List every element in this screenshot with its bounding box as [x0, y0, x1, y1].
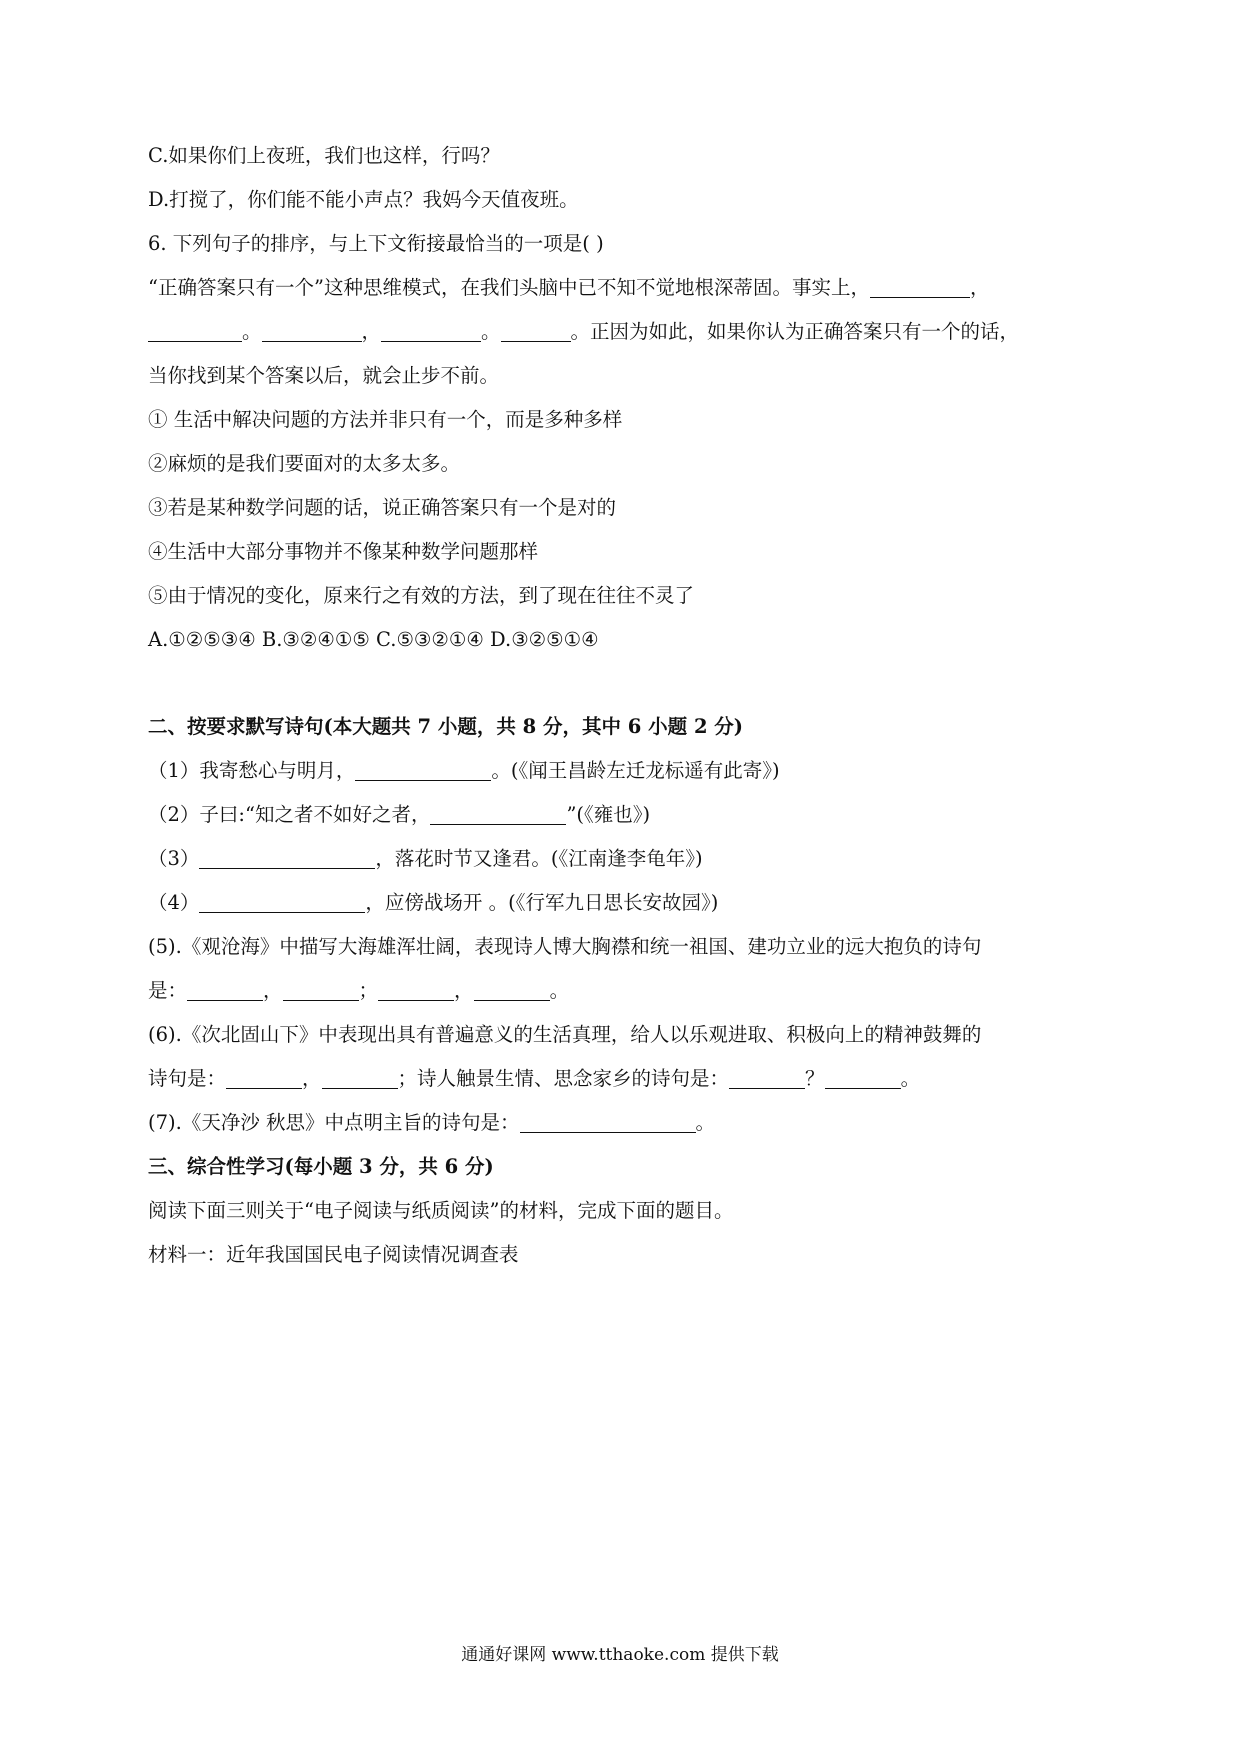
answer-blank[interactable] [474, 980, 550, 1001]
poem-q5-line-1: (5).《观沧海》中描写大海雄浑壮阔，表现诗人博大胸襟和统一祖国、建功立业的远大抱负的诗句 [148, 935, 982, 958]
q6-item-4: ④生活中大部分事物并不像某种数学问题那样 [148, 540, 539, 563]
q6-item-1: ① 生活中解决问题的方法并非只有一个，而是多种多样 [148, 408, 623, 431]
q6-passage-line-1: “正确答案只有一个”这种思维模式，在我们头脑中已不知不觉地根深蒂固。事实上， ， [148, 276, 990, 299]
q6-passage-line-3: 当你找到某个答案以后，就会止步不前。 [148, 364, 500, 387]
poem-q1: （1）我寄愁心与明月， 。(《闻王昌龄左迁龙标遥有此寄》) [148, 759, 780, 782]
answer-blank[interactable] [355, 760, 491, 781]
answer-blank[interactable] [501, 321, 571, 342]
answer-blank[interactable] [199, 848, 375, 869]
answer-blank[interactable] [729, 1068, 805, 1089]
q5-option-d: D.打搅了，你们能不能小声点？我妈今天值夜班。 [148, 188, 579, 211]
poem-q6-line-1: (6).《次北固山下》中表现出具有普遍意义的生活真理，给人以乐观进取、积极向上的精神鼓舞的 [148, 1023, 982, 1046]
answer-blank[interactable] [322, 1068, 398, 1089]
answer-blank[interactable] [283, 980, 359, 1001]
q5-option-c: C.如果你们上夜班，我们也这样，行吗？ [148, 144, 500, 167]
q6-item-5: ⑤由于情况的变化，原来行之有效的方法，到了现在往往不灵了 [148, 584, 695, 607]
poem-q6-line-2: 诗句是： ， ；诗人触景生情、思念家乡的诗句是： ？ 。 [148, 1067, 921, 1090]
q6-item-3: ③若是某种数学问题的话，说正确答案只有一个是对的 [148, 496, 617, 519]
answer-blank[interactable] [870, 277, 970, 298]
material-1-title: 材料一：近年我国国民电子阅读情况调查表 [148, 1243, 519, 1266]
poem-q5-line-2: 是： ， ； ， 。 [148, 979, 570, 1002]
answer-blank[interactable] [381, 321, 481, 342]
poem-q4: （4） ，应傍战场开 。(《行军九日思长安故园》) [148, 891, 719, 914]
q6-stem: 6. 下列句子的排序，与上下文衔接最恰当的一项是( ) [148, 232, 604, 255]
q6-passage-line-2: 。 ， 。 。正因为如此，如果你认为正确答案只有一个的话， [148, 318, 1019, 346]
answer-blank[interactable] [430, 804, 566, 825]
poem-q7: (7).《天净沙 秋思》中点明主旨的诗句是： 。 [148, 1111, 716, 1134]
answer-blank[interactable] [199, 892, 365, 913]
section-3-intro: 阅读下面三则关于“电子阅读与纸质阅读”的材料，完成下面的题目。 [148, 1199, 734, 1222]
answer-blank[interactable] [378, 980, 454, 1001]
answer-blank[interactable] [226, 1068, 302, 1089]
poem-q3: （3） ，落花时节又逢君。(《江南逢李龟年》) [148, 847, 703, 870]
poem-q2: （2）子曰:“知之者不如好之者， ”(《雍也》) [148, 803, 651, 826]
answer-blank[interactable] [520, 1112, 696, 1133]
answer-blank[interactable] [262, 321, 362, 342]
section-3-heading: 三、综合性学习(每小题 3 分，共 6 分) [148, 1155, 494, 1178]
page-footer: 通通好课网 www.tthaoke.com 提供下载 [461, 1645, 779, 1665]
answer-blank[interactable] [148, 321, 242, 342]
answer-blank[interactable] [187, 980, 263, 1001]
section-2-heading: 二、按要求默写诗句(本大题共 7 小题，共 8 分，其中 6 小题 2 分) [148, 715, 744, 738]
answer-blank[interactable] [825, 1068, 901, 1089]
q6-options: A.①②⑤③④ B.③②④①⑤ C.⑤③②①④ D.③②⑤①④ [148, 628, 599, 651]
q6-item-2: ②麻烦的是我们要面对的太多太多。 [148, 452, 461, 475]
